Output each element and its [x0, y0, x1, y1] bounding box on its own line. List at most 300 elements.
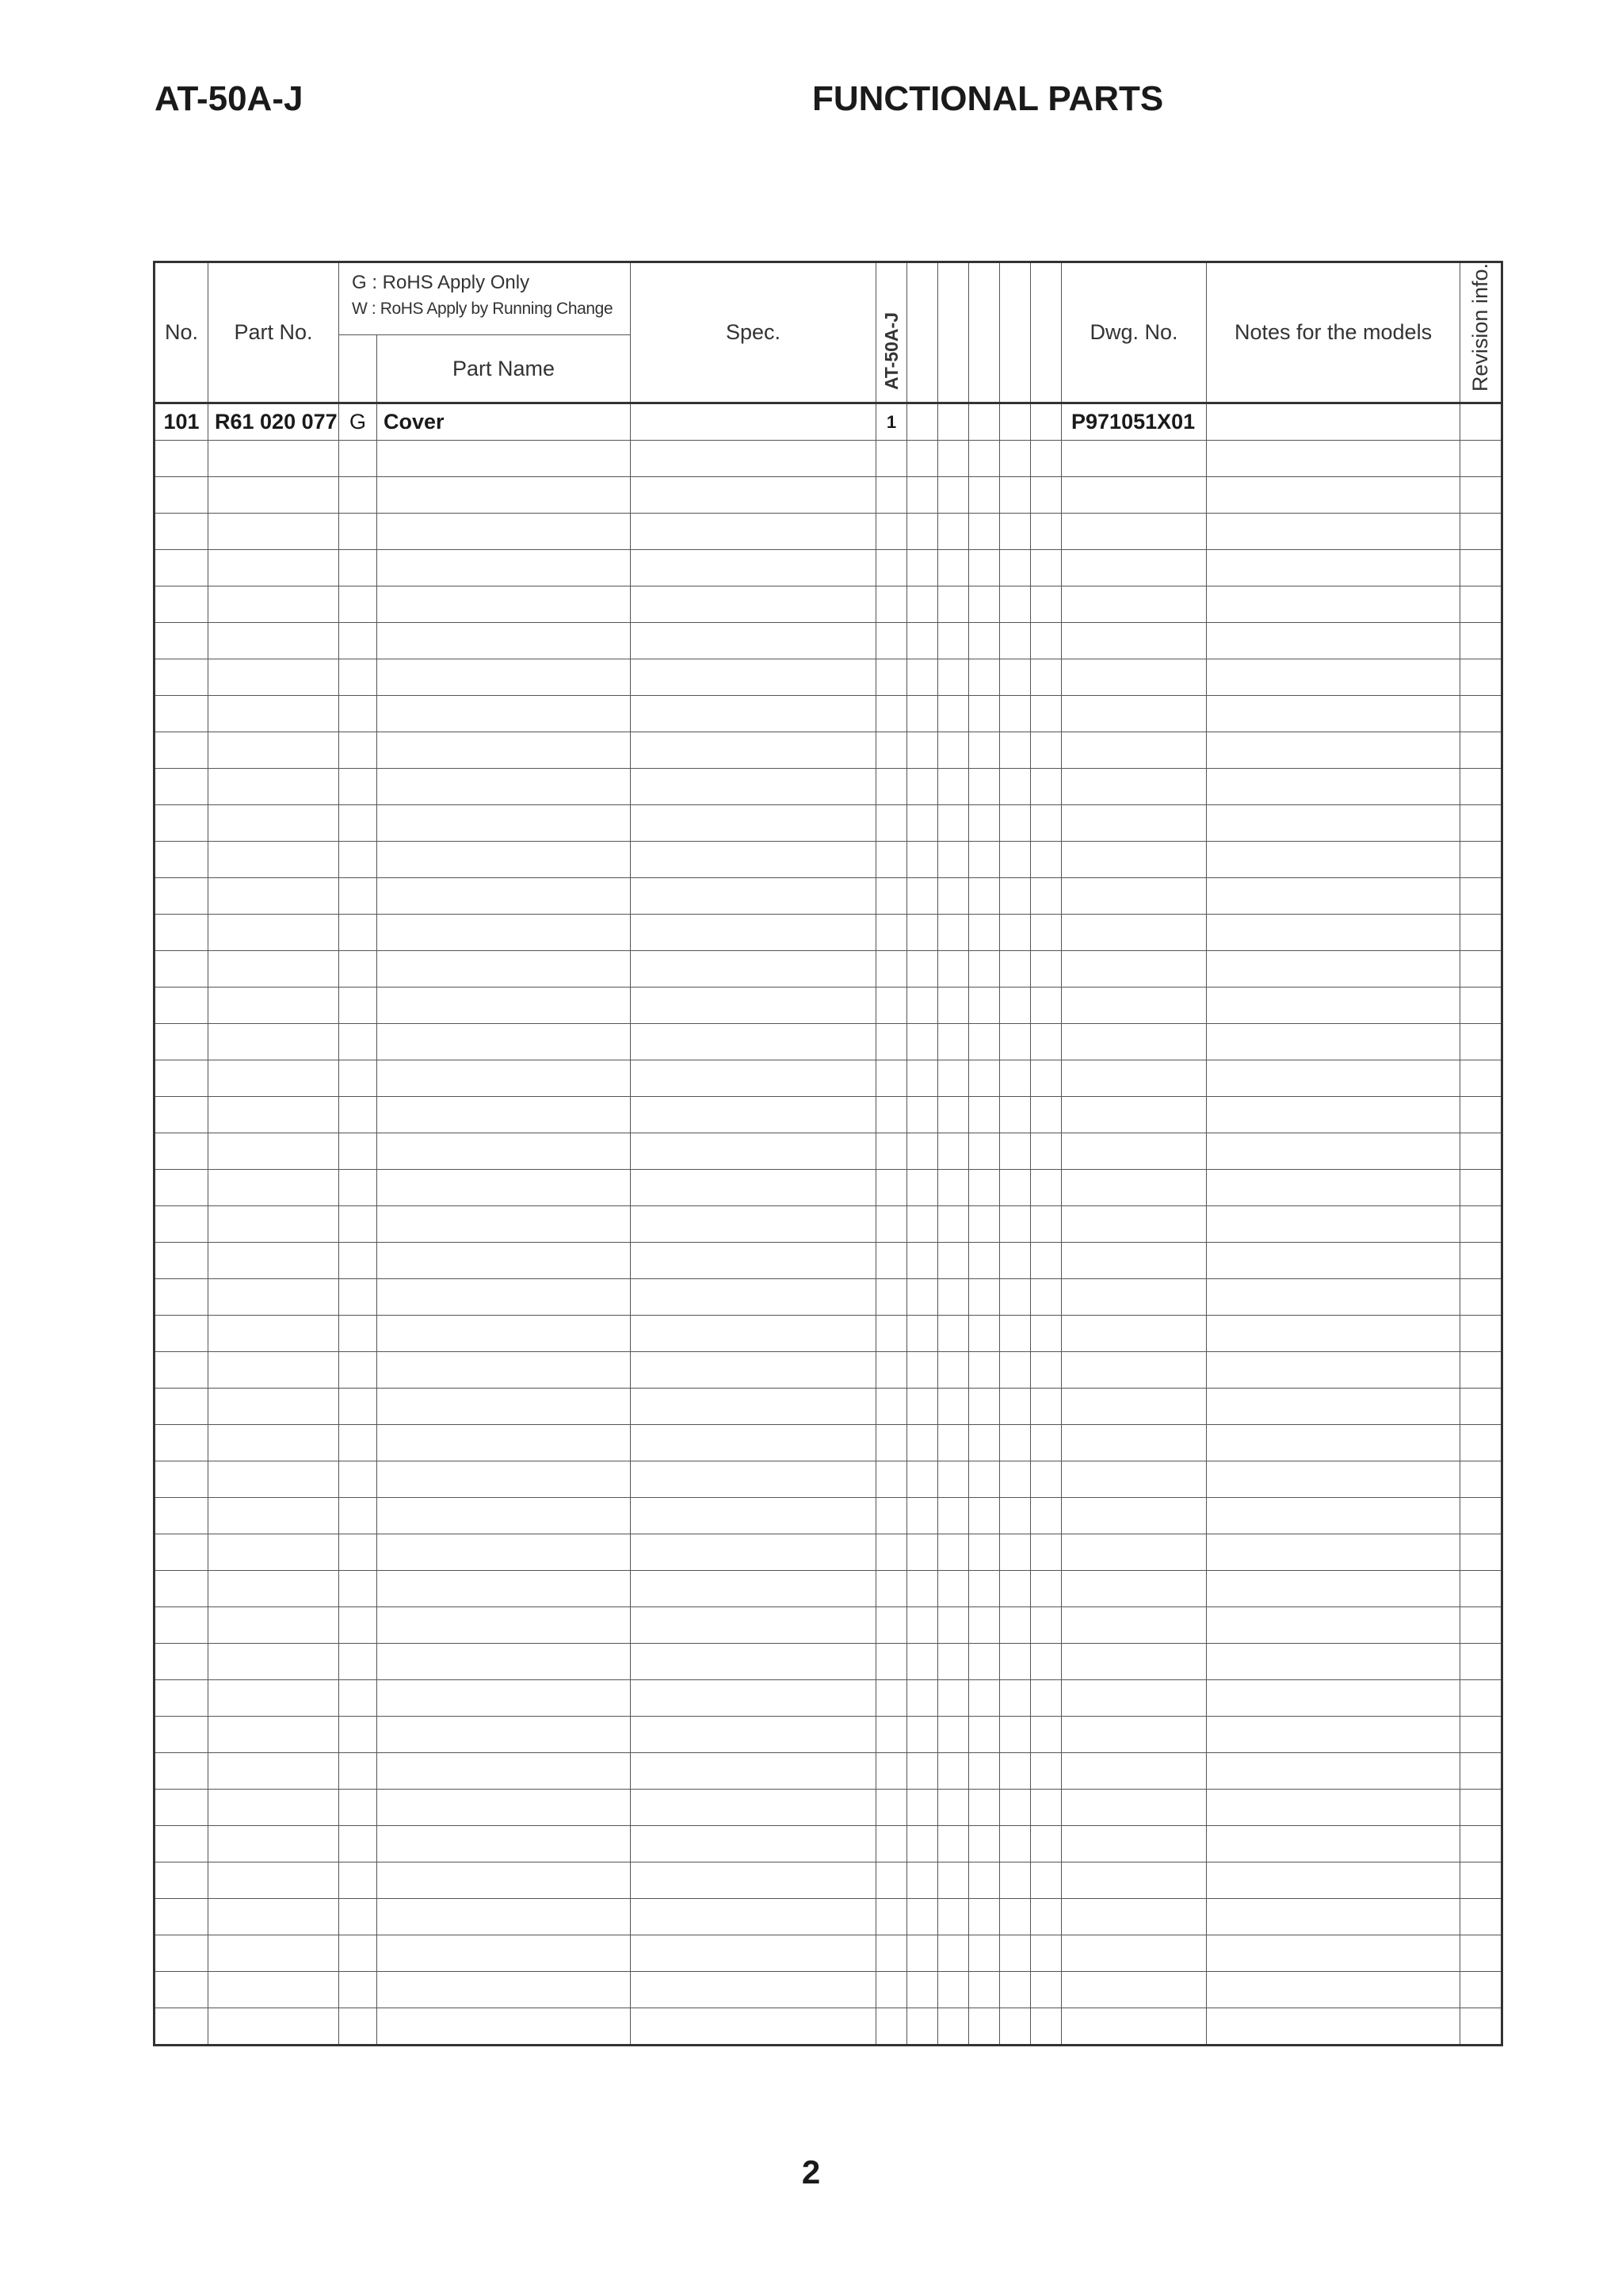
empty-cell [1460, 1060, 1502, 1097]
empty-cell [938, 805, 969, 842]
empty-cell [1207, 1935, 1460, 1972]
empty-cell [938, 1461, 969, 1498]
empty-cell [1207, 878, 1460, 915]
empty-row [155, 878, 1502, 915]
empty-cell [377, 1862, 631, 1899]
empty-cell [155, 1826, 208, 1862]
empty-cell [631, 1024, 876, 1060]
empty-cell [1460, 1607, 1502, 1644]
header-blank-5 [1031, 262, 1062, 403]
empty-cell [1062, 1753, 1207, 1790]
empty-cell [1062, 842, 1207, 878]
empty-cell [377, 1644, 631, 1680]
empty-cell [1062, 805, 1207, 842]
empty-cell [631, 1352, 876, 1389]
empty-cell [938, 1862, 969, 1899]
empty-cell [1062, 1133, 1207, 1170]
empty-cell [1062, 988, 1207, 1024]
empty-cell [339, 1243, 377, 1279]
empty-cell [377, 1389, 631, 1425]
empty-cell [876, 1680, 907, 1717]
empty-cell [876, 1389, 907, 1425]
empty-cell [969, 1024, 1000, 1060]
empty-cell [1207, 477, 1460, 514]
empty-cell [1031, 1352, 1062, 1389]
empty-cell [208, 1097, 339, 1133]
empty-cell [155, 878, 208, 915]
empty-row [155, 1717, 1502, 1753]
empty-cell [208, 1534, 339, 1571]
empty-cell [1000, 1170, 1031, 1206]
cell-blank [1031, 403, 1062, 441]
empty-cell [155, 1133, 208, 1170]
empty-cell [876, 769, 907, 805]
empty-cell [631, 1862, 876, 1899]
empty-cell [969, 805, 1000, 842]
empty-cell [208, 514, 339, 550]
header-spec: Spec. [631, 262, 876, 403]
empty-cell [969, 1498, 1000, 1534]
empty-cell [1207, 550, 1460, 586]
empty-cell [938, 1644, 969, 1680]
empty-cell [339, 1060, 377, 1097]
empty-cell [1207, 1206, 1460, 1243]
empty-cell [1000, 1680, 1031, 1717]
empty-cell [876, 1607, 907, 1644]
empty-cell [969, 1352, 1000, 1389]
empty-cell [155, 732, 208, 769]
empty-row [155, 951, 1502, 988]
empty-cell [1000, 1243, 1031, 1279]
empty-cell [1460, 951, 1502, 988]
empty-cell [938, 1170, 969, 1206]
empty-cell [907, 1826, 938, 1862]
empty-cell [155, 1389, 208, 1425]
empty-cell [938, 1206, 969, 1243]
empty-cell [907, 951, 938, 988]
empty-row [155, 915, 1502, 951]
empty-cell [1031, 1790, 1062, 1826]
empty-cell [938, 1717, 969, 1753]
empty-cell [907, 586, 938, 623]
empty-cell [969, 1899, 1000, 1935]
empty-cell [208, 550, 339, 586]
empty-cell [876, 2008, 907, 2046]
empty-cell [1031, 1571, 1062, 1607]
empty-row [155, 1243, 1502, 1279]
empty-cell [876, 1461, 907, 1498]
empty-cell [377, 1826, 631, 1862]
empty-cell [876, 1571, 907, 1607]
empty-row [155, 1680, 1502, 1717]
empty-cell [1207, 1826, 1460, 1862]
empty-cell [1062, 1425, 1207, 1461]
empty-row [155, 1607, 1502, 1644]
empty-cell [907, 1170, 938, 1206]
empty-cell [1031, 878, 1062, 915]
empty-cell [876, 1972, 907, 2008]
empty-cell [1031, 1680, 1062, 1717]
empty-cell [339, 1972, 377, 2008]
empty-cell [969, 659, 1000, 696]
empty-cell [1207, 1498, 1460, 1534]
cell-qty: 1 [876, 403, 907, 441]
empty-cell [876, 1097, 907, 1133]
empty-cell [1000, 1206, 1031, 1243]
empty-row [155, 842, 1502, 878]
empty-cell [1460, 1243, 1502, 1279]
empty-cell [1460, 1571, 1502, 1607]
empty-cell [1031, 1170, 1062, 1206]
empty-cell [377, 1060, 631, 1097]
empty-row [155, 1024, 1502, 1060]
empty-cell [1031, 915, 1062, 951]
empty-cell [907, 1352, 938, 1389]
empty-cell [1000, 1862, 1031, 1899]
empty-cell [1031, 1461, 1062, 1498]
empty-cell [1000, 769, 1031, 805]
empty-cell [1000, 477, 1031, 514]
empty-row [155, 1060, 1502, 1097]
empty-cell [876, 915, 907, 951]
empty-cell [1460, 586, 1502, 623]
cell-revision [1460, 403, 1502, 441]
empty-cell [1031, 1972, 1062, 2008]
empty-cell [1062, 1644, 1207, 1680]
empty-cell [631, 1279, 876, 1316]
empty-cell [377, 514, 631, 550]
empty-cell [377, 1753, 631, 1790]
empty-cell [631, 1680, 876, 1717]
empty-cell [969, 1461, 1000, 1498]
empty-cell [907, 1024, 938, 1060]
header-part-no: Part No. [208, 262, 339, 403]
empty-cell [969, 1753, 1000, 1790]
empty-cell [969, 1935, 1000, 1972]
empty-cell [1460, 550, 1502, 586]
empty-cell [377, 1316, 631, 1352]
empty-cell [1000, 1279, 1031, 1316]
empty-cell [631, 1571, 876, 1607]
empty-cell [155, 842, 208, 878]
empty-cell [1062, 623, 1207, 659]
empty-cell [907, 1753, 938, 1790]
empty-cell [876, 1024, 907, 1060]
empty-cell [339, 1607, 377, 1644]
empty-cell [907, 550, 938, 586]
empty-row [155, 586, 1502, 623]
empty-row [155, 1826, 1502, 1862]
empty-cell [155, 1206, 208, 1243]
empty-cell [1031, 1316, 1062, 1352]
empty-cell [1000, 1899, 1031, 1935]
empty-cell [876, 1352, 907, 1389]
empty-cell [208, 988, 339, 1024]
header-revision [1460, 262, 1502, 403]
empty-cell [631, 878, 876, 915]
empty-cell [631, 951, 876, 988]
empty-cell [969, 623, 1000, 659]
empty-cell [969, 1097, 1000, 1133]
empty-cell [907, 1060, 938, 1097]
empty-cell [339, 1170, 377, 1206]
empty-cell [938, 550, 969, 586]
empty-cell [631, 1717, 876, 1753]
empty-cell [155, 1534, 208, 1571]
empty-cell [1000, 1935, 1031, 1972]
empty-row [155, 1461, 1502, 1498]
empty-row [155, 1425, 1502, 1461]
empty-cell [339, 1461, 377, 1498]
empty-cell [339, 2008, 377, 2046]
empty-cell [1207, 2008, 1460, 2046]
empty-cell [907, 769, 938, 805]
empty-cell [339, 769, 377, 805]
empty-cell [631, 732, 876, 769]
empty-cell [155, 915, 208, 951]
empty-cell [907, 477, 938, 514]
empty-cell [1000, 732, 1031, 769]
empty-cell [876, 659, 907, 696]
empty-cell [631, 1790, 876, 1826]
empty-cell [1207, 1790, 1460, 1826]
empty-cell [339, 1316, 377, 1352]
empty-cell [208, 769, 339, 805]
empty-cell [155, 1425, 208, 1461]
empty-cell [377, 915, 631, 951]
empty-cell [155, 514, 208, 550]
empty-cell [1062, 586, 1207, 623]
empty-cell [339, 623, 377, 659]
empty-cell [1460, 1534, 1502, 1571]
empty-cell [969, 915, 1000, 951]
empty-row [155, 805, 1502, 842]
empty-cell [377, 696, 631, 732]
empty-cell [876, 1170, 907, 1206]
empty-cell [907, 1389, 938, 1425]
empty-cell [155, 1972, 208, 2008]
empty-cell [631, 1753, 876, 1790]
empty-cell [1207, 1060, 1460, 1097]
empty-cell [969, 586, 1000, 623]
empty-cell [1000, 805, 1031, 842]
header-rohs-spacer [339, 335, 377, 403]
empty-cell [1031, 769, 1062, 805]
empty-row [155, 696, 1502, 732]
parts-table [153, 261, 1503, 2046]
empty-cell [969, 1862, 1000, 1899]
empty-cell [938, 659, 969, 696]
empty-cell [969, 1316, 1000, 1352]
empty-cell [208, 623, 339, 659]
empty-cell [1207, 659, 1460, 696]
empty-cell [339, 586, 377, 623]
empty-row [155, 1753, 1502, 1790]
empty-cell [155, 696, 208, 732]
empty-cell [155, 1024, 208, 1060]
empty-cell [876, 1425, 907, 1461]
empty-cell [1031, 586, 1062, 623]
empty-cell [876, 805, 907, 842]
empty-cell [339, 1644, 377, 1680]
empty-cell [969, 1972, 1000, 2008]
empty-cell [1031, 1498, 1062, 1534]
empty-cell [1062, 1534, 1207, 1571]
empty-cell [1062, 1717, 1207, 1753]
empty-row [155, 1352, 1502, 1389]
empty-cell [1062, 1972, 1207, 2008]
empty-cell [1460, 1644, 1502, 1680]
empty-cell [377, 1972, 631, 2008]
empty-cell [1207, 1862, 1460, 1899]
empty-cell [876, 1243, 907, 1279]
empty-cell [377, 769, 631, 805]
header-part-name: Part Name [377, 335, 631, 403]
empty-cell [377, 842, 631, 878]
cell-blank [938, 403, 969, 441]
empty-cell [377, 1534, 631, 1571]
empty-cell [339, 1862, 377, 1899]
empty-cell [208, 696, 339, 732]
empty-cell [1207, 951, 1460, 988]
empty-cell [208, 1170, 339, 1206]
empty-cell [1207, 915, 1460, 951]
empty-cell [1207, 1680, 1460, 1717]
empty-cell [339, 1206, 377, 1243]
empty-cell [339, 1097, 377, 1133]
empty-cell [155, 951, 208, 988]
empty-cell [631, 915, 876, 951]
empty-cell [377, 1899, 631, 1935]
empty-row [155, 769, 1502, 805]
empty-cell [1460, 878, 1502, 915]
empty-cell [1000, 951, 1031, 988]
empty-cell [1000, 441, 1031, 477]
empty-cell [1031, 951, 1062, 988]
empty-cell [1000, 1717, 1031, 1753]
empty-cell [876, 696, 907, 732]
empty-cell [876, 441, 907, 477]
empty-cell [1207, 514, 1460, 550]
empty-cell [208, 1389, 339, 1425]
empty-cell [907, 1097, 938, 1133]
empty-cell [631, 769, 876, 805]
empty-cell [339, 696, 377, 732]
header-blank-4 [1000, 262, 1031, 403]
model-column-label: AT-50A-J [880, 312, 902, 391]
empty-cell [1000, 1060, 1031, 1097]
empty-cell [876, 1316, 907, 1352]
empty-cell [208, 1133, 339, 1170]
empty-cell [631, 1097, 876, 1133]
empty-cell [907, 1243, 938, 1279]
cell-notes [1207, 403, 1460, 441]
empty-row [155, 1862, 1502, 1899]
empty-cell [1460, 1498, 1502, 1534]
empty-cell [876, 623, 907, 659]
empty-cell [377, 878, 631, 915]
empty-cell [1062, 1862, 1207, 1899]
empty-cell [155, 659, 208, 696]
empty-cell [1460, 769, 1502, 805]
empty-cell [208, 915, 339, 951]
empty-cell [208, 1461, 339, 1498]
empty-cell [1000, 1024, 1031, 1060]
empty-cell [208, 1826, 339, 1862]
revision-label: Revision info. [1468, 263, 1493, 392]
empty-cell [208, 659, 339, 696]
empty-cell [1000, 1389, 1031, 1425]
empty-cell [938, 1826, 969, 1862]
empty-cell [1460, 1170, 1502, 1206]
empty-cell [208, 842, 339, 878]
empty-cell [377, 1206, 631, 1243]
cell-blank [969, 403, 1000, 441]
empty-cell [876, 842, 907, 878]
empty-cell [938, 878, 969, 915]
empty-cell [907, 988, 938, 1024]
empty-cell [1031, 1243, 1062, 1279]
empty-row [155, 1389, 1502, 1425]
empty-row [155, 441, 1502, 477]
empty-cell [876, 550, 907, 586]
empty-cell [631, 1060, 876, 1097]
empty-cell [969, 1534, 1000, 1571]
empty-cell [339, 1352, 377, 1389]
empty-row [155, 988, 1502, 1024]
empty-cell [1460, 988, 1502, 1024]
empty-cell [1000, 623, 1031, 659]
empty-cell [631, 1170, 876, 1206]
empty-cell [1062, 1461, 1207, 1498]
empty-row [155, 1899, 1502, 1935]
empty-cell [631, 805, 876, 842]
empty-cell [969, 1133, 1000, 1170]
empty-cell [876, 1644, 907, 1680]
empty-cell [969, 951, 1000, 988]
empty-cell [339, 1024, 377, 1060]
empty-cell [1207, 1607, 1460, 1644]
empty-cell [339, 441, 377, 477]
empty-cell [907, 1862, 938, 1899]
empty-cell [938, 1534, 969, 1571]
empty-cell [155, 1607, 208, 1644]
empty-cell [907, 1717, 938, 1753]
empty-cell [938, 1972, 969, 2008]
empty-cell [938, 623, 969, 659]
empty-cell [377, 1133, 631, 1170]
empty-cell [339, 1534, 377, 1571]
empty-cell [1460, 1316, 1502, 1352]
empty-cell [1000, 2008, 1031, 2046]
empty-cell [1062, 1680, 1207, 1717]
empty-cell [1031, 514, 1062, 550]
empty-cell [938, 1389, 969, 1425]
empty-cell [1000, 550, 1031, 586]
empty-cell [377, 951, 631, 988]
empty-cell [1460, 1935, 1502, 1972]
empty-cell [377, 623, 631, 659]
empty-cell [1207, 1461, 1460, 1498]
empty-cell [938, 1753, 969, 1790]
empty-cell [907, 915, 938, 951]
empty-cell [1000, 659, 1031, 696]
empty-cell [1031, 477, 1062, 514]
empty-cell [876, 1826, 907, 1862]
cell-blank [1000, 403, 1031, 441]
empty-cell [1000, 1826, 1031, 1862]
empty-cell [1031, 1425, 1062, 1461]
